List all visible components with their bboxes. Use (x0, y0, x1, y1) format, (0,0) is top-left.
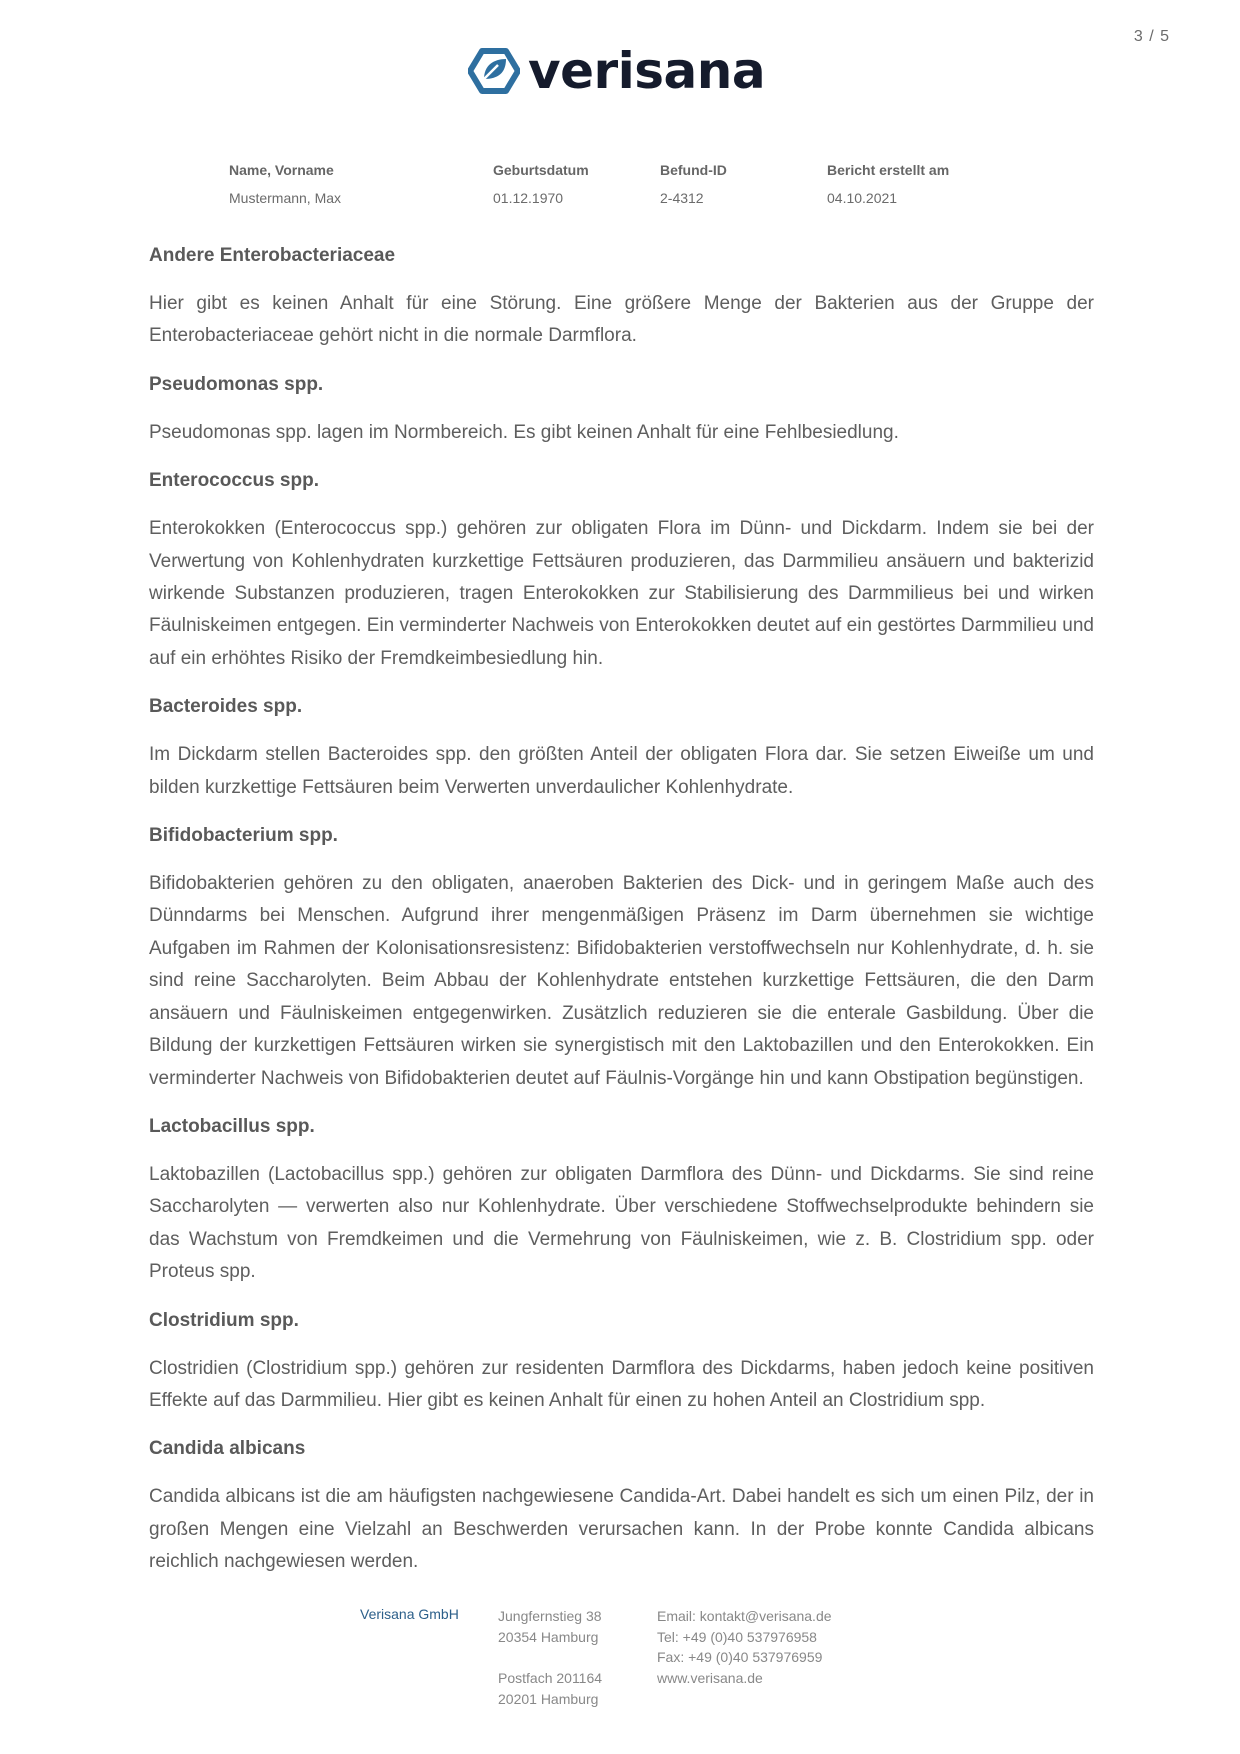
section-text-bifidobacterium: Bifidobakterien gehören zu den obligaten, anaeroben Bakterien des Dick- und in geringem Maße auch des Dünndarms bei Menschen. Aufgrund ihrer mengenmäßigen Präsenz im Darm übernehmen sie wichtige Aufgaben im Rahmen der Kolonisationsresistenz: Bifidobakterien verstoffwechseln nur Kohlenhydrate, d. h. sie sind reine Saccharolyten. Beim Abbau der Kohlenhydrate entstehen kurzkettige Fettsäuren, die den Darm ansäuern und Fäulniskeimen entgegenwirken. Zusätzlich reduzieren sie die enterale Gasbildung. Über die Bildung der kurzkettigen Fettsäuren wirken sie synergistisch mit den Laktobazillen und den Enterokokken. Ein verminderter Nachweis von Bifidobakterien deutet auf Fäulnis-Vorgänge hin und kann Obstipation begünstigen. (149, 873, 1094, 1089)
footer-address-city: 20354 Hamburg (498, 1628, 599, 1645)
section-text-enterococcus: Enterokokken (Enterococcus spp.) gehören zur obligaten Flora im Dünn- und Dickdarm. Indem sie bei der Verwertung von Kohlenhydraten kurzkettige Fettsäuren produzieren, das Darmmilieu ansäuern und bakterizid wirkende Substanzen produzieren, tragen Enterokokken zur Stabilisierung des Darmmilieus bei und wirken Fäulniskeimen entgegen. Ein verminderter Nachweis von Enterokokken deutet auf ein gestörtes Darmmilieu und auf ein erhöhtes Risiko der Fremdkeimbesiedlung hin. (149, 518, 1094, 669)
section-text-lactobacillus: Laktobazillen (Lactobacillus spp.) gehören zur obligaten Darmflora des Dünn- und Dickdarms. Sie sind reine Saccharolyten — verwerten also nur Kohlenhydrate. Über verschiedene Stoffwechselprodukte behindern sie das Wachstum von Fremdkeimen und die Vermehrung von Fäulniskeimen, wie z. B. Clostridium spp. oder Proteus spp. (149, 1163, 1094, 1283)
hexagon-leaf-icon (468, 47, 520, 95)
meta-label-birthdate: Geburtsdatum (493, 162, 589, 178)
section-title-clostridium: Clostridium spp. (149, 1309, 299, 1331)
section-title-pseudomonas: Pseudomonas spp. (149, 373, 324, 395)
meta-label-report-id: Befund-ID (660, 162, 727, 178)
footer-email: Email: kontakt@verisana.de (657, 1608, 832, 1624)
footer-contact (657, 1606, 832, 1688)
page-number: 3 / 5 (1133, 28, 1170, 45)
meta-column-name (229, 162, 341, 206)
meta-label-report-date: Bericht erstellt am (827, 162, 950, 178)
footer-fax: Fax: +49 (0)40 537976959 (657, 1649, 823, 1665)
footer-address-street: Jungfernstieg 38 (498, 1608, 602, 1624)
logo-text: verisana (528, 42, 766, 100)
meta-value-birthdate: 01.12.1970 (493, 190, 564, 206)
meta-column-birthdate (493, 162, 589, 206)
verisana-logo (468, 42, 766, 100)
meta-value-name: Mustermann, Max (229, 190, 342, 206)
footer-company: Verisana GmbH (360, 1606, 459, 1622)
section-text-clostridium: Clostridien (Clostridium spp.) gehören zur residenten Darmflora des Dickdarms, haben jedoch keine positiven Effekte auf das Darmmilieu. Hier gibt es keinen Anhalt für einen zu hohen Anteil an Clostridium spp. (149, 1357, 1094, 1411)
section-text-candida: Candida albicans ist die am häufigsten nachgewiesene Candida-Art. Dabei handelt es sich um einen Pilz, der in großen Mengen eine Vielzahl an Beschwerden verursachen kann. In der Probe konnte Candida albicans reichlich nachgewiesen werden. (149, 1486, 1094, 1573)
footer-postbox-number: Postfach 201164 (498, 1670, 603, 1686)
meta-value-report-date: 04.10.2021 (827, 190, 898, 206)
footer-postbox (498, 1668, 602, 1709)
section-title-bacteroides: Bacteroides spp. (149, 696, 303, 718)
meta-value-report-id: 2-4312 (660, 190, 704, 206)
section-title-lactobacillus: Lactobacillus spp. (149, 1115, 315, 1137)
meta-label-name: Name, Vorname (229, 162, 334, 178)
footer-website: www.verisana.de (657, 1669, 763, 1686)
meta-column-report-date (827, 162, 949, 206)
section-title-bifidobacterium: Bifidobacterium spp. (149, 825, 338, 847)
meta-column-report-id (660, 162, 727, 206)
report-body (149, 244, 1094, 1599)
footer-address (498, 1606, 602, 1647)
section-title-enterobacteriaceae: Andere Enterobacteriaceae (149, 245, 396, 266)
footer-postbox-city: 20201 Hamburg (498, 1690, 599, 1707)
section-title-enterococcus: Enterococcus spp. (149, 470, 319, 492)
footer-phone: Tel: +49 (0)40 537976958 (657, 1628, 817, 1645)
section-text-enterobacteriaceae: Hier gibt es keinen Anhalt für eine Störung. Eine größere Menge der Bakterien aus der Gruppe der Enterobacteriaceae gehört nicht in die normale Darmflora. (149, 293, 1094, 347)
section-text-bacteroides: Im Dickdarm stellen Bacteroides spp. den größten Anteil der obligaten Flora dar. Sie setzen Eiweiße um und bilden kurzkettige Fettsäuren beim Verwerten unverdaulicher Kohlenhydrate. (149, 744, 1094, 798)
section-text-pseudomonas: Pseudomonas spp. lagen im Normbereich. Es gibt keinen Anhalt für eine Fehlbesiedlung. (149, 421, 899, 443)
section-title-candida: Candida albicans (149, 1438, 306, 1460)
